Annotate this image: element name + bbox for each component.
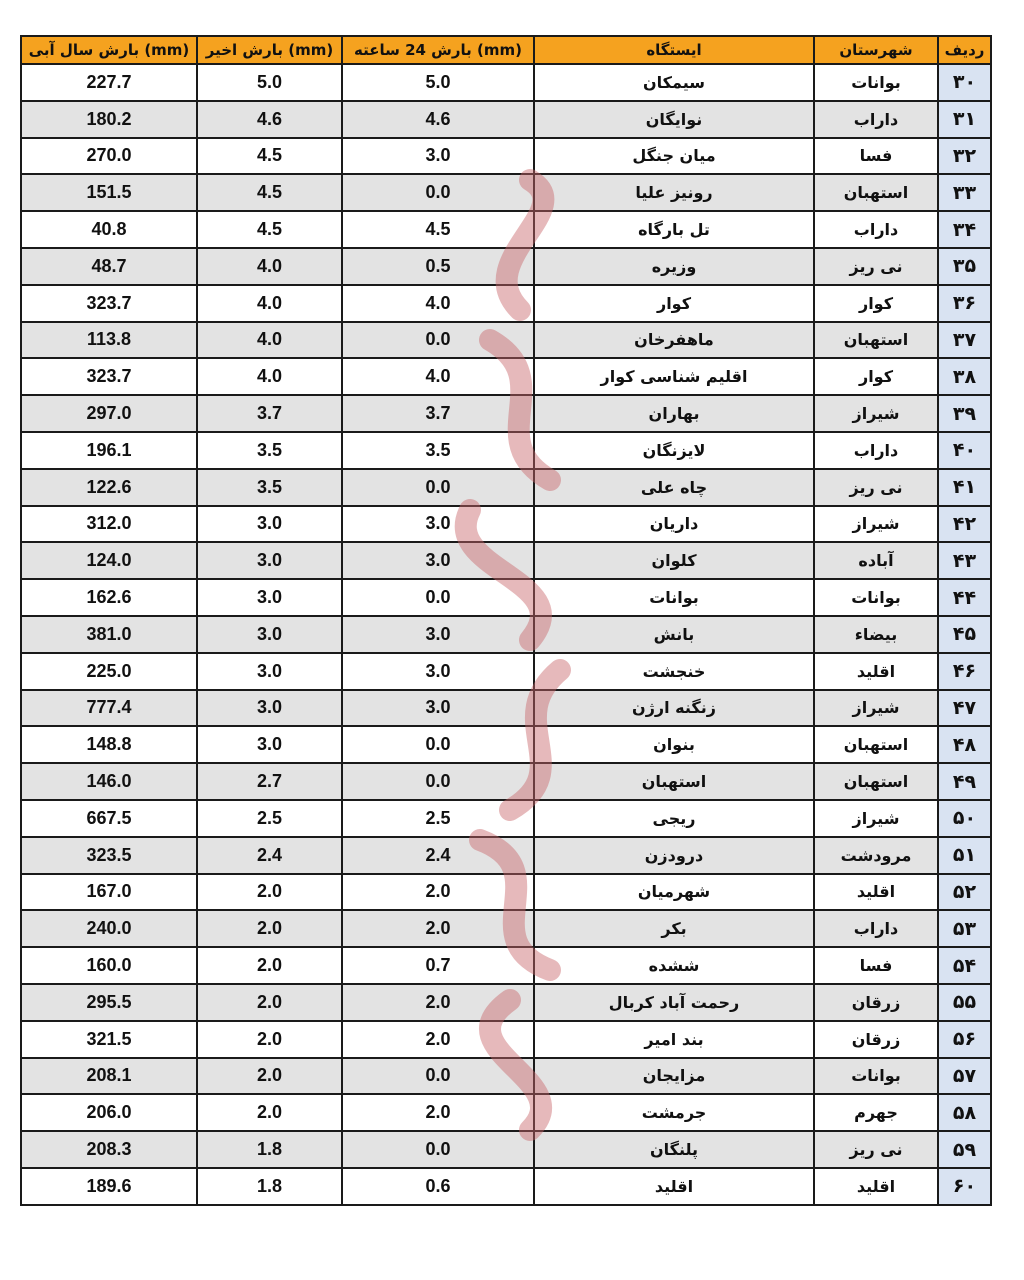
county-cell: استهبان xyxy=(814,763,938,800)
rainfall-24h-cell: 3.0 xyxy=(342,506,534,543)
annual-rainfall-cell: 160.0 xyxy=(21,947,197,984)
rainfall-table xyxy=(20,35,992,1206)
county-cell: اقلید xyxy=(814,653,938,690)
annual-rainfall-cell: 206.0 xyxy=(21,1094,197,1131)
rainfall-24h-cell: 0.0 xyxy=(342,469,534,506)
table-row xyxy=(21,248,991,285)
recent-rainfall-cell: 4.0 xyxy=(197,285,342,322)
county-cell: شیراز xyxy=(814,800,938,837)
annual-rainfall-cell: 167.0 xyxy=(21,874,197,911)
row-number-cell: ۵۰ xyxy=(938,800,991,837)
station-cell: نوایگان xyxy=(534,101,814,138)
row-number-cell: ۳۸ xyxy=(938,358,991,395)
row-number-cell: ۵۳ xyxy=(938,910,991,947)
table-row xyxy=(21,358,991,395)
table-row xyxy=(21,653,991,690)
rainfall-24h-cell: 2.0 xyxy=(342,1021,534,1058)
station-cell: ششده xyxy=(534,947,814,984)
row-number-cell: ۵۹ xyxy=(938,1131,991,1168)
station-cell: درودزن xyxy=(534,837,814,874)
rainfall-24h-cell: 0.0 xyxy=(342,763,534,800)
recent-rainfall-cell: 4.5 xyxy=(197,138,342,175)
annual-rainfall-cell: 321.5 xyxy=(21,1021,197,1058)
rainfall-24h-cell: 2.4 xyxy=(342,837,534,874)
recent-rainfall-cell: 2.0 xyxy=(197,1058,342,1095)
station-cell: بانش xyxy=(534,616,814,653)
county-cell: اقلید xyxy=(814,1168,938,1205)
table-row xyxy=(21,138,991,175)
station-cell: وزیره xyxy=(534,248,814,285)
rainfall-24h-cell: 3.5 xyxy=(342,432,534,469)
rainfall-24h-cell: 2.0 xyxy=(342,984,534,1021)
annual-rainfall-cell: 48.7 xyxy=(21,248,197,285)
row-number-cell: ۴۱ xyxy=(938,469,991,506)
annual-rainfall-cell: 189.6 xyxy=(21,1168,197,1205)
county-cell: نی ریز xyxy=(814,1131,938,1168)
county-cell: بوانات xyxy=(814,64,938,101)
recent-rainfall-cell: 2.0 xyxy=(197,874,342,911)
recent-rainfall-cell: 5.0 xyxy=(197,64,342,101)
table-row xyxy=(21,432,991,469)
row-number-cell: ۳۶ xyxy=(938,285,991,322)
row-number-cell: ۶۰ xyxy=(938,1168,991,1205)
table-row xyxy=(21,874,991,911)
rainfall-24h-cell: 2.5 xyxy=(342,800,534,837)
header-county: شهرستان xyxy=(814,36,938,64)
row-number-cell: ۴۲ xyxy=(938,506,991,543)
row-number-cell: ۳۹ xyxy=(938,395,991,432)
table-row xyxy=(21,947,991,984)
row-number-cell: ۵۴ xyxy=(938,947,991,984)
table-row xyxy=(21,690,991,727)
county-cell: مرودشت xyxy=(814,837,938,874)
table-row xyxy=(21,174,991,211)
station-cell: مزایجان xyxy=(534,1058,814,1095)
rainfall-24h-cell: 4.5 xyxy=(342,211,534,248)
county-cell: استهبان xyxy=(814,174,938,211)
rainfall-24h-cell: 3.0 xyxy=(342,653,534,690)
annual-rainfall-cell: 208.3 xyxy=(21,1131,197,1168)
header-station: ایستگاه xyxy=(534,36,814,64)
row-number-cell: ۳۳ xyxy=(938,174,991,211)
station-cell: خنجشت xyxy=(534,653,814,690)
recent-rainfall-cell: 2.0 xyxy=(197,910,342,947)
county-cell: داراب xyxy=(814,432,938,469)
row-number-cell: ۳۴ xyxy=(938,211,991,248)
rainfall-24h-cell: 0.0 xyxy=(342,1131,534,1168)
station-cell: رونیز علیا xyxy=(534,174,814,211)
table-row xyxy=(21,1058,991,1095)
table-row xyxy=(21,322,991,359)
county-cell: داراب xyxy=(814,910,938,947)
rainfall-24h-cell: 2.0 xyxy=(342,1094,534,1131)
station-cell: ریجی xyxy=(534,800,814,837)
header-annual: بارش سال آبی (mm) xyxy=(21,36,197,64)
county-cell: اقلید xyxy=(814,874,938,911)
county-cell: شیراز xyxy=(814,395,938,432)
recent-rainfall-cell: 2.0 xyxy=(197,1021,342,1058)
station-cell: بند امیر xyxy=(534,1021,814,1058)
table-row xyxy=(21,763,991,800)
county-cell: استهبان xyxy=(814,726,938,763)
annual-rainfall-cell: 297.0 xyxy=(21,395,197,432)
row-number-cell: ۵۷ xyxy=(938,1058,991,1095)
recent-rainfall-cell: 3.0 xyxy=(197,542,342,579)
recent-rainfall-cell: 3.7 xyxy=(197,395,342,432)
annual-rainfall-cell: 113.8 xyxy=(21,322,197,359)
annual-rainfall-cell: 312.0 xyxy=(21,506,197,543)
county-cell: زرقان xyxy=(814,1021,938,1058)
station-cell: اقلید xyxy=(534,1168,814,1205)
rainfall-24h-cell: 0.6 xyxy=(342,1168,534,1205)
rainfall-24h-cell: 2.0 xyxy=(342,910,534,947)
station-cell: تل بارگاه xyxy=(534,211,814,248)
recent-rainfall-cell: 4.0 xyxy=(197,248,342,285)
rainfall-24h-cell: 0.7 xyxy=(342,947,534,984)
station-cell: شهرمیان xyxy=(534,874,814,911)
station-cell: جرمشت xyxy=(534,1094,814,1131)
county-cell: نی ریز xyxy=(814,469,938,506)
row-number-cell: ۳۱ xyxy=(938,101,991,138)
recent-rainfall-cell: 3.0 xyxy=(197,690,342,727)
recent-rainfall-cell: 2.0 xyxy=(197,984,342,1021)
rainfall-24h-cell: 4.0 xyxy=(342,285,534,322)
station-cell: بنوان xyxy=(534,726,814,763)
row-number-cell: ۵۲ xyxy=(938,874,991,911)
station-cell: بوانات xyxy=(534,579,814,616)
annual-rainfall-cell: 122.6 xyxy=(21,469,197,506)
recent-rainfall-cell: 2.0 xyxy=(197,947,342,984)
station-cell: زنگنه ارژن xyxy=(534,690,814,727)
station-cell: پلنگان xyxy=(534,1131,814,1168)
rainfall-24h-cell: 5.0 xyxy=(342,64,534,101)
table-row xyxy=(21,1131,991,1168)
row-number-cell: ۳۰ xyxy=(938,64,991,101)
rainfall-24h-cell: 0.0 xyxy=(342,726,534,763)
annual-rainfall-cell: 148.8 xyxy=(21,726,197,763)
recent-rainfall-cell: 3.0 xyxy=(197,726,342,763)
county-cell: فسا xyxy=(814,947,938,984)
annual-rainfall-cell: 227.7 xyxy=(21,64,197,101)
station-cell: بکر xyxy=(534,910,814,947)
county-cell: استهبان xyxy=(814,322,938,359)
rainfall-24h-cell: 0.0 xyxy=(342,1058,534,1095)
row-number-cell: ۴۹ xyxy=(938,763,991,800)
rainfall-24h-cell: 4.0 xyxy=(342,358,534,395)
table-row xyxy=(21,395,991,432)
row-number-cell: ۴۰ xyxy=(938,432,991,469)
table-row xyxy=(21,984,991,1021)
station-cell: بهاران xyxy=(534,395,814,432)
station-cell: لایزنگان xyxy=(534,432,814,469)
table-row xyxy=(21,616,991,653)
table-row xyxy=(21,1094,991,1131)
annual-rainfall-cell: 381.0 xyxy=(21,616,197,653)
annual-rainfall-cell: 151.5 xyxy=(21,174,197,211)
county-cell: جهرم xyxy=(814,1094,938,1131)
annual-rainfall-cell: 667.5 xyxy=(21,800,197,837)
table-row xyxy=(21,285,991,322)
rainfall-24h-cell: 0.0 xyxy=(342,322,534,359)
station-cell: میان جنگل xyxy=(534,138,814,175)
annual-rainfall-cell: 323.7 xyxy=(21,285,197,322)
county-cell: زرقان xyxy=(814,984,938,1021)
county-cell: شیراز xyxy=(814,690,938,727)
annual-rainfall-cell: 40.8 xyxy=(21,211,197,248)
annual-rainfall-cell: 124.0 xyxy=(21,542,197,579)
table-row xyxy=(21,1168,991,1205)
recent-rainfall-cell: 2.0 xyxy=(197,1094,342,1131)
station-cell: اقلیم شناسی کوار xyxy=(534,358,814,395)
county-cell: آباده xyxy=(814,542,938,579)
county-cell: بیضاء xyxy=(814,616,938,653)
row-number-cell: ۴۸ xyxy=(938,726,991,763)
annual-rainfall-cell: 208.1 xyxy=(21,1058,197,1095)
station-cell: استهبان xyxy=(534,763,814,800)
table-row xyxy=(21,1021,991,1058)
row-number-cell: ۵۶ xyxy=(938,1021,991,1058)
table-header-row xyxy=(21,36,991,64)
table-row xyxy=(21,837,991,874)
table-row xyxy=(21,469,991,506)
rainfall-24h-cell: 3.7 xyxy=(342,395,534,432)
recent-rainfall-cell: 1.8 xyxy=(197,1168,342,1205)
county-cell: فسا xyxy=(814,138,938,175)
row-number-cell: ۳۵ xyxy=(938,248,991,285)
annual-rainfall-cell: 225.0 xyxy=(21,653,197,690)
recent-rainfall-cell: 2.5 xyxy=(197,800,342,837)
row-number-cell: ۳۷ xyxy=(938,322,991,359)
annual-rainfall-cell: 162.6 xyxy=(21,579,197,616)
row-number-cell: ۴۶ xyxy=(938,653,991,690)
annual-rainfall-cell: 196.1 xyxy=(21,432,197,469)
table-row xyxy=(21,64,991,101)
county-cell: داراب xyxy=(814,101,938,138)
county-cell: بوانات xyxy=(814,1058,938,1095)
rainfall-24h-cell: 3.0 xyxy=(342,690,534,727)
table-body xyxy=(21,64,991,1205)
rainfall-24h-cell: 0.5 xyxy=(342,248,534,285)
county-cell: نی ریز xyxy=(814,248,938,285)
station-cell: کوار xyxy=(534,285,814,322)
rainfall-24h-cell: 3.0 xyxy=(342,616,534,653)
station-cell: کلوان xyxy=(534,542,814,579)
header-24h: بارش 24 ساعته (mm) xyxy=(342,36,534,64)
station-cell: سیمکان xyxy=(534,64,814,101)
row-number-cell: ۵۸ xyxy=(938,1094,991,1131)
annual-rainfall-cell: 777.4 xyxy=(21,690,197,727)
table-row xyxy=(21,800,991,837)
recent-rainfall-cell: 3.0 xyxy=(197,616,342,653)
rainfall-24h-cell: 3.0 xyxy=(342,138,534,175)
county-cell: داراب xyxy=(814,211,938,248)
table-row xyxy=(21,211,991,248)
annual-rainfall-cell: 146.0 xyxy=(21,763,197,800)
recent-rainfall-cell: 3.0 xyxy=(197,579,342,616)
table-row xyxy=(21,506,991,543)
annual-rainfall-cell: 323.5 xyxy=(21,837,197,874)
row-number-cell: ۳۲ xyxy=(938,138,991,175)
annual-rainfall-cell: 240.0 xyxy=(21,910,197,947)
recent-rainfall-cell: 4.5 xyxy=(197,211,342,248)
station-cell: ماهفرخان xyxy=(534,322,814,359)
recent-rainfall-cell: 3.0 xyxy=(197,653,342,690)
county-cell: کوار xyxy=(814,358,938,395)
recent-rainfall-cell: 4.0 xyxy=(197,322,342,359)
rainfall-24h-cell: 0.0 xyxy=(342,174,534,211)
county-cell: کوار xyxy=(814,285,938,322)
recent-rainfall-cell: 2.7 xyxy=(197,763,342,800)
recent-rainfall-cell: 2.4 xyxy=(197,837,342,874)
table-row xyxy=(21,579,991,616)
station-cell: چاه علی xyxy=(534,469,814,506)
recent-rainfall-cell: 1.8 xyxy=(197,1131,342,1168)
recent-rainfall-cell: 4.6 xyxy=(197,101,342,138)
recent-rainfall-cell: 3.0 xyxy=(197,506,342,543)
row-number-cell: ۵۵ xyxy=(938,984,991,1021)
row-number-cell: ۴۳ xyxy=(938,542,991,579)
annual-rainfall-cell: 323.7 xyxy=(21,358,197,395)
recent-rainfall-cell: 3.5 xyxy=(197,469,342,506)
rainfall-24h-cell: 4.6 xyxy=(342,101,534,138)
station-cell: داریان xyxy=(534,506,814,543)
recent-rainfall-cell: 4.5 xyxy=(197,174,342,211)
row-number-cell: ۴۵ xyxy=(938,616,991,653)
row-number-cell: ۴۴ xyxy=(938,579,991,616)
station-cell: رحمت آباد کربال xyxy=(534,984,814,1021)
table-row xyxy=(21,910,991,947)
header-recent: بارش اخیر (mm) xyxy=(197,36,342,64)
rainfall-24h-cell: 3.0 xyxy=(342,542,534,579)
county-cell: شیراز xyxy=(814,506,938,543)
recent-rainfall-cell: 3.5 xyxy=(197,432,342,469)
annual-rainfall-cell: 180.2 xyxy=(21,101,197,138)
row-number-cell: ۵۱ xyxy=(938,837,991,874)
county-cell: بوانات xyxy=(814,579,938,616)
header-row-number: ردیف xyxy=(938,36,991,64)
table-row xyxy=(21,101,991,138)
annual-rainfall-cell: 270.0 xyxy=(21,138,197,175)
recent-rainfall-cell: 4.0 xyxy=(197,358,342,395)
table-row xyxy=(21,542,991,579)
row-number-cell: ۴۷ xyxy=(938,690,991,727)
rainfall-24h-cell: 2.0 xyxy=(342,874,534,911)
annual-rainfall-cell: 295.5 xyxy=(21,984,197,1021)
rainfall-24h-cell: 0.0 xyxy=(342,579,534,616)
table-row xyxy=(21,726,991,763)
